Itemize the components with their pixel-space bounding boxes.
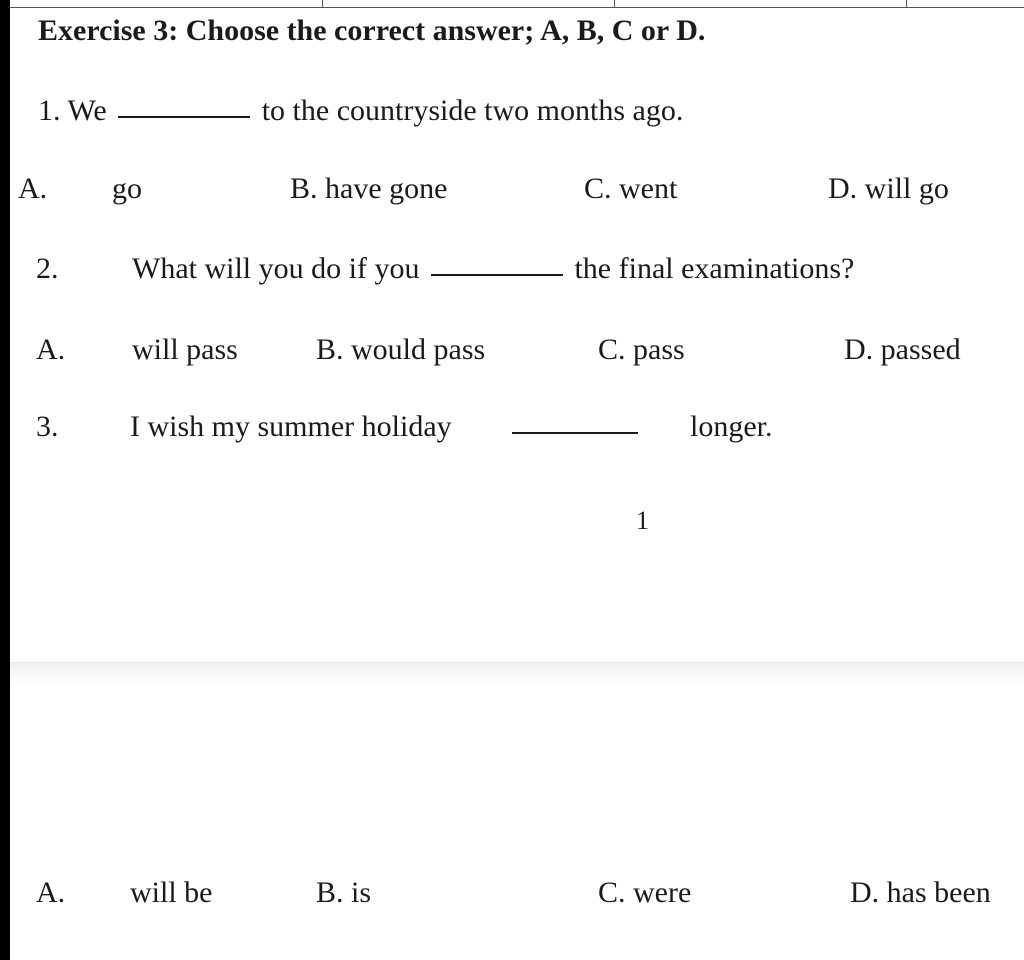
question-1-option-c: C. went <box>584 172 678 205</box>
table-divider <box>322 0 323 8</box>
table-divider <box>906 0 907 8</box>
question-3-text-before: I wish my summer holiday <box>130 410 452 443</box>
question-2-text-before: What will you do if you <box>132 252 420 285</box>
question-3-option-d: D. has been <box>850 876 991 909</box>
question-1-option-d: D. will go <box>828 172 949 205</box>
exercise-title: Exercise 3: Choose the correct answer; A, B, C or D. <box>38 14 706 47</box>
question-1 <box>38 96 683 126</box>
question-1-text-after: to the countryside two months ago. <box>261 94 684 127</box>
table-divider <box>614 0 615 8</box>
question-1-text-before: We <box>67 94 107 127</box>
answer-blank <box>118 116 250 118</box>
question-3-option-c: C. were <box>598 876 692 909</box>
question-1-option-a-label: A. <box>18 172 48 205</box>
answer-blank <box>431 274 563 276</box>
question-1-option-a: go <box>112 172 142 205</box>
question-2-option-a-label: A. <box>36 333 66 366</box>
question-2 <box>132 254 854 284</box>
question-2-text-after: the final examinations? <box>574 252 855 285</box>
table-bottom-border <box>10 0 1024 8</box>
question-2-option-c: C. pass <box>598 333 685 366</box>
answer-blank <box>512 432 638 434</box>
question-2-option-b: B. would pass <box>316 333 486 366</box>
question-2-option-d: D. passed <box>844 333 961 366</box>
question-3-blank <box>508 412 642 442</box>
question-3-text-after: longer. <box>690 410 773 443</box>
page-number: 1 <box>636 506 649 535</box>
question-2-option-a: will pass <box>132 333 238 366</box>
question-3-option-a: will be <box>130 876 213 909</box>
question-1-number: 1. <box>38 94 61 127</box>
question-3-option-a-label: A. <box>36 876 66 909</box>
question-3-number: 3. <box>36 410 59 443</box>
page-break <box>10 662 1024 685</box>
question-2-number: 2. <box>36 252 59 285</box>
left-edge-bar <box>0 0 10 960</box>
question-3-option-b: B. is <box>316 876 372 909</box>
question-1-option-b: B. have gone <box>290 172 448 205</box>
